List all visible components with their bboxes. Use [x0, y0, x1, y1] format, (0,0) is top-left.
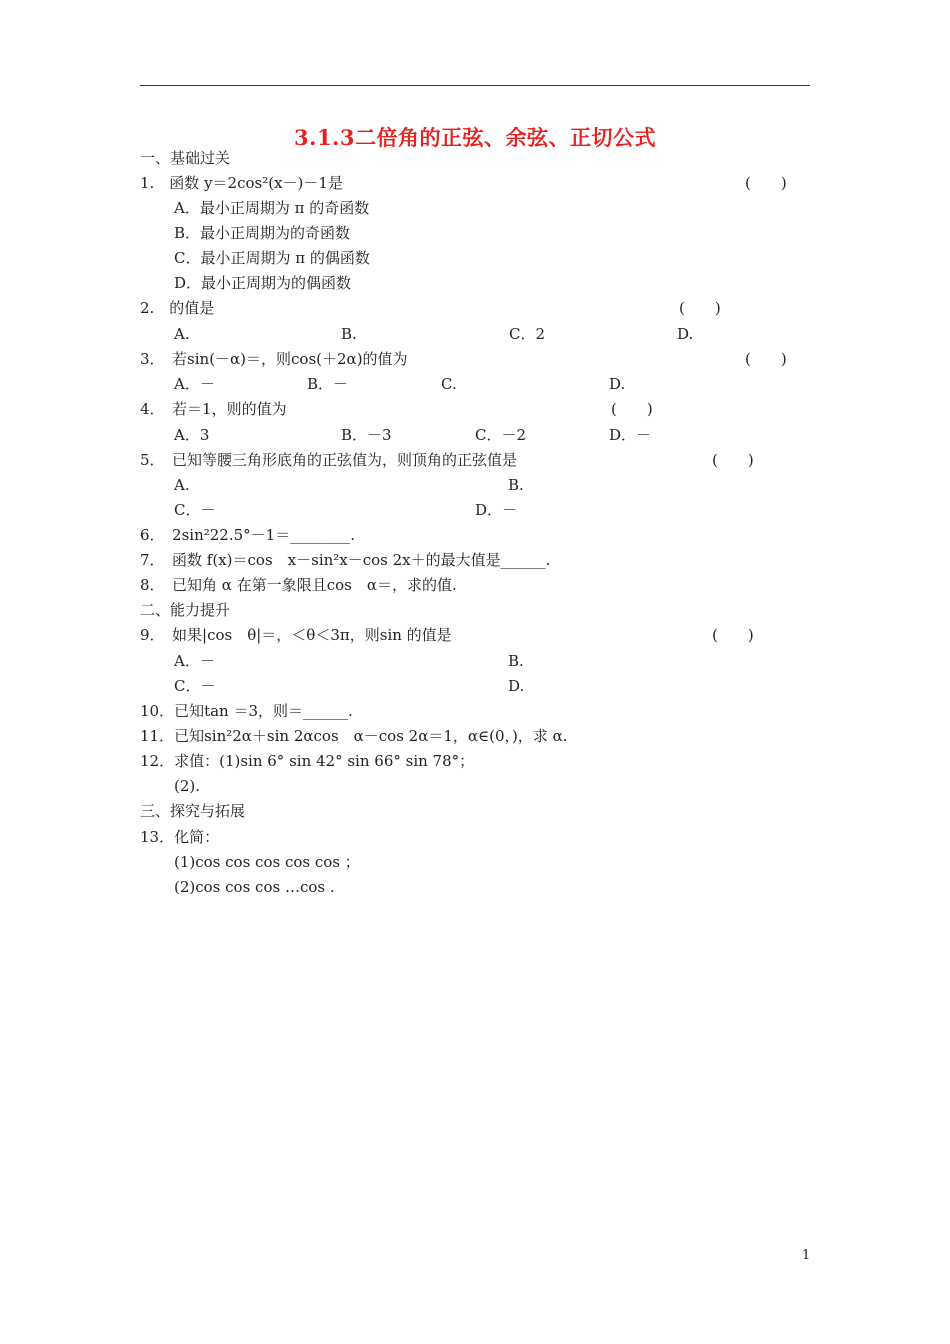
question-11: 11．已知sin²2α＋sin 2αcos α－cos 2α＝1，α∈(0，)，求 α. [140, 727, 568, 745]
page-number: 1 [802, 1248, 811, 1263]
answer-bracket-5: ( ) [712, 451, 754, 469]
answer-bracket-3: ( ) [745, 350, 787, 368]
question-13-part-1: (1)cos cos cos cos cos ； [174, 853, 360, 871]
option-5b: B. [508, 476, 524, 494]
answer-bracket-9: ( ) [712, 626, 754, 644]
answer-bracket-2: ( ) [679, 299, 721, 317]
question-3: 3． 若sin(－α)＝，则cos(＋2α)的值为 [140, 350, 408, 368]
section-heading-advanced: 二、能力提升 [140, 601, 231, 619]
option-4b: B．－3 [341, 426, 392, 444]
option-4a: A．3 [174, 426, 210, 444]
option-5a: A. [174, 476, 190, 494]
answer-bracket-1: ( ) [745, 174, 787, 192]
question-2: 2. 的值是 [140, 299, 215, 317]
option-9d: D. [508, 677, 525, 695]
question-13: 13．化简： [140, 828, 220, 846]
page-title: 3.1.3二倍角的正弦、余弦、正切公式 [294, 125, 656, 150]
answer-bracket-4: ( ) [611, 400, 653, 418]
question-12: 12．求值：(1)sin 6° sin 42° sin 66° sin 78°； [140, 752, 475, 770]
option-5c: C．－ [174, 501, 216, 519]
question-10: 10．已知tan ＝3，则＝______. [140, 702, 353, 720]
question-7: 7． 函数 f(x)＝cos x－sin²x－cos 2x＋的最大值是______. [140, 551, 551, 569]
question-9: 9． 如果|cos θ|＝，＜θ＜3π，则sin 的值是 [140, 626, 452, 644]
option-9a: A．－ [174, 652, 215, 670]
option-2a: A. [174, 325, 190, 343]
option-1c: C．最小正周期为 π 的偶函数 [174, 249, 370, 267]
question-4: 4． 若＝1，则的值为 [140, 400, 287, 418]
option-5d: D．－ [475, 501, 518, 519]
option-1d: D．最小正周期为的偶函数 [174, 274, 352, 292]
option-9c: C．－ [174, 677, 216, 695]
header-rule [140, 85, 810, 86]
question-13-part-2: (2)cos cos cos …cos . [174, 878, 335, 896]
option-3a: A．－ [174, 375, 215, 393]
option-1a: A．最小正周期为 π 的奇函数 [174, 199, 370, 217]
option-9b: B. [508, 652, 524, 670]
section-heading-explore: 三、探究与拓展 [140, 802, 246, 820]
section-heading-basic: 一、基础过关 [140, 149, 231, 167]
option-2c: C．2 [509, 325, 546, 343]
question-1: 1. 函数 y＝2cos²(x－)－1是 [140, 174, 343, 192]
option-3d: D. [609, 375, 626, 393]
question-8: 8． 已知角 α 在第一象限且cos α＝，求的值. [140, 576, 457, 594]
option-3b: B．－ [307, 375, 349, 393]
question-5: 5． 已知等腰三角形底角的正弦值为，则顶角的正弦值是 [140, 451, 518, 469]
question-6: 6． 2sin²22.5°－1＝________. [140, 526, 355, 544]
option-4c: C．－2 [475, 426, 527, 444]
question-12-part-2: (2). [174, 777, 201, 795]
option-3c: C. [441, 375, 457, 393]
option-4d: D．－ [609, 426, 652, 444]
option-1b: B．最小正周期为的奇函数 [174, 224, 351, 242]
option-2d: D. [677, 325, 694, 343]
option-2b: B. [341, 325, 357, 343]
